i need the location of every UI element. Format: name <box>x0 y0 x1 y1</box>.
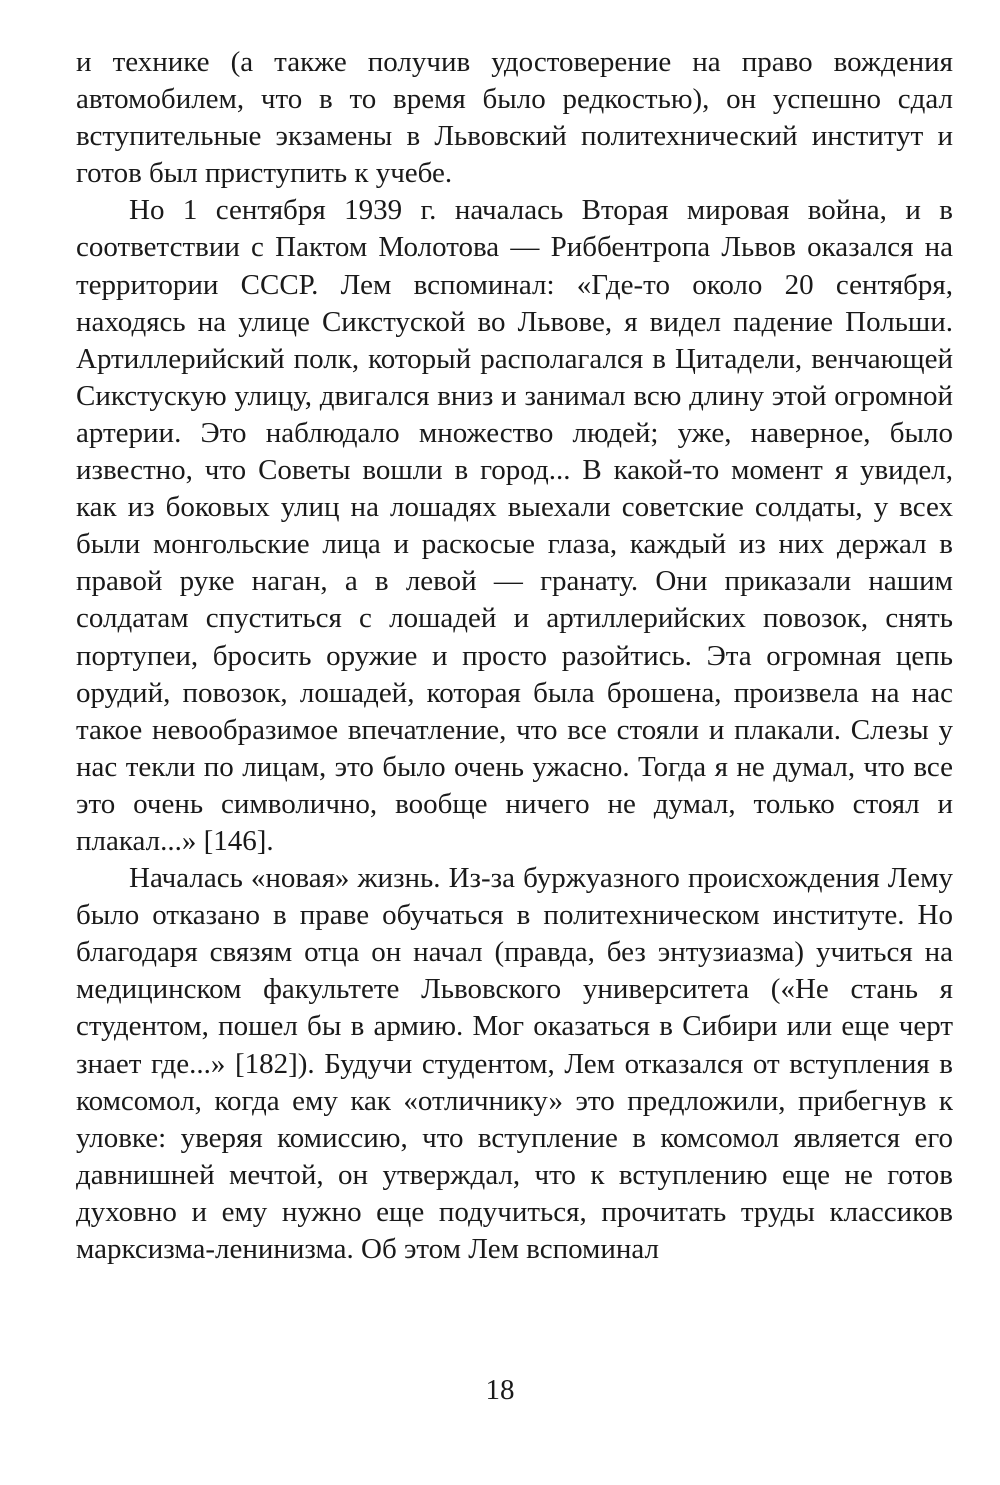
paragraph-war-memoir: Но 1 сентября 1939 г. началась Вторая мировая война, и в соответствии с Пактом Молотова — Риббентропа Львов оказался на территории СССР. Лем вспоминал: «Где-то около 20 сентября, находясь на улице Сикстуской во Львове, я видел падение Польши. Артиллерийский полк, который располагался в Цитадели, венчающей Сикстускую улицу, двигался вниз и занимал всю длину этой огромной артерии. Это наблюдало множество людей; уже, наверное, было известно, что Советы вошли в город... В какой-то момент я увидел, как из боковых улиц на лошадях выехали советские солдаты, у всех были монгольские лица и раскосые глаза, каждый из них держал в правой руке наган, а в левой — гранату. Они приказали нашим солдатам спуститься с лошадей и артиллерийских повозок, снять портупеи, бросить оружие и просто разойтись. Эта огромная цепь орудий, повозок, лошадей, которая была брошена, произвела на нас такое невообразимое впечатление, что все стояли и плакали. Слезы у нас текли по лицам, это было очень ужасно. Тогда я не думал, что все это очень символично, вообще ничего не думал, только стоял и плакал...» [146]. <box>76 194 953 857</box>
page-body <box>76 44 953 1268</box>
paragraph-new-life: Началась «новая» жизнь. Из-за буржуазного происхождения Лему было отказано в праве обучаться в политехническом институте. Но благодаря связям отца он начал (правда, без энтузиазма) учиться на медицинском факультете Львовского университета («Не стань я студентом, пошел бы в армию. Мог оказаться в Сибири или еще черт знает где...» [182]). Будучи студентом, Лем отказался от вступления в комсомол, когда ему как «отличнику» это предложили, прибегнув к уловке: уверяя комиссию, что вступление в комсомол является его давнишней мечтой, он утверждал, что к вступлению еще не готов духовно и ему нужно еще подучиться, прочитать труды классиков марксизма-ленинизма. Об этом Лем вспоминал <box>76 862 953 1265</box>
page-number: 18 <box>485 1374 515 1406</box>
paragraph-continuation: и технике (а также получив удостоверение на право вождения автомобилем, что в то время было редкостью), он успешно сдал вступительные экзамены в Львовский политехнический институт и готов был приступить к учебе. <box>76 46 953 190</box>
